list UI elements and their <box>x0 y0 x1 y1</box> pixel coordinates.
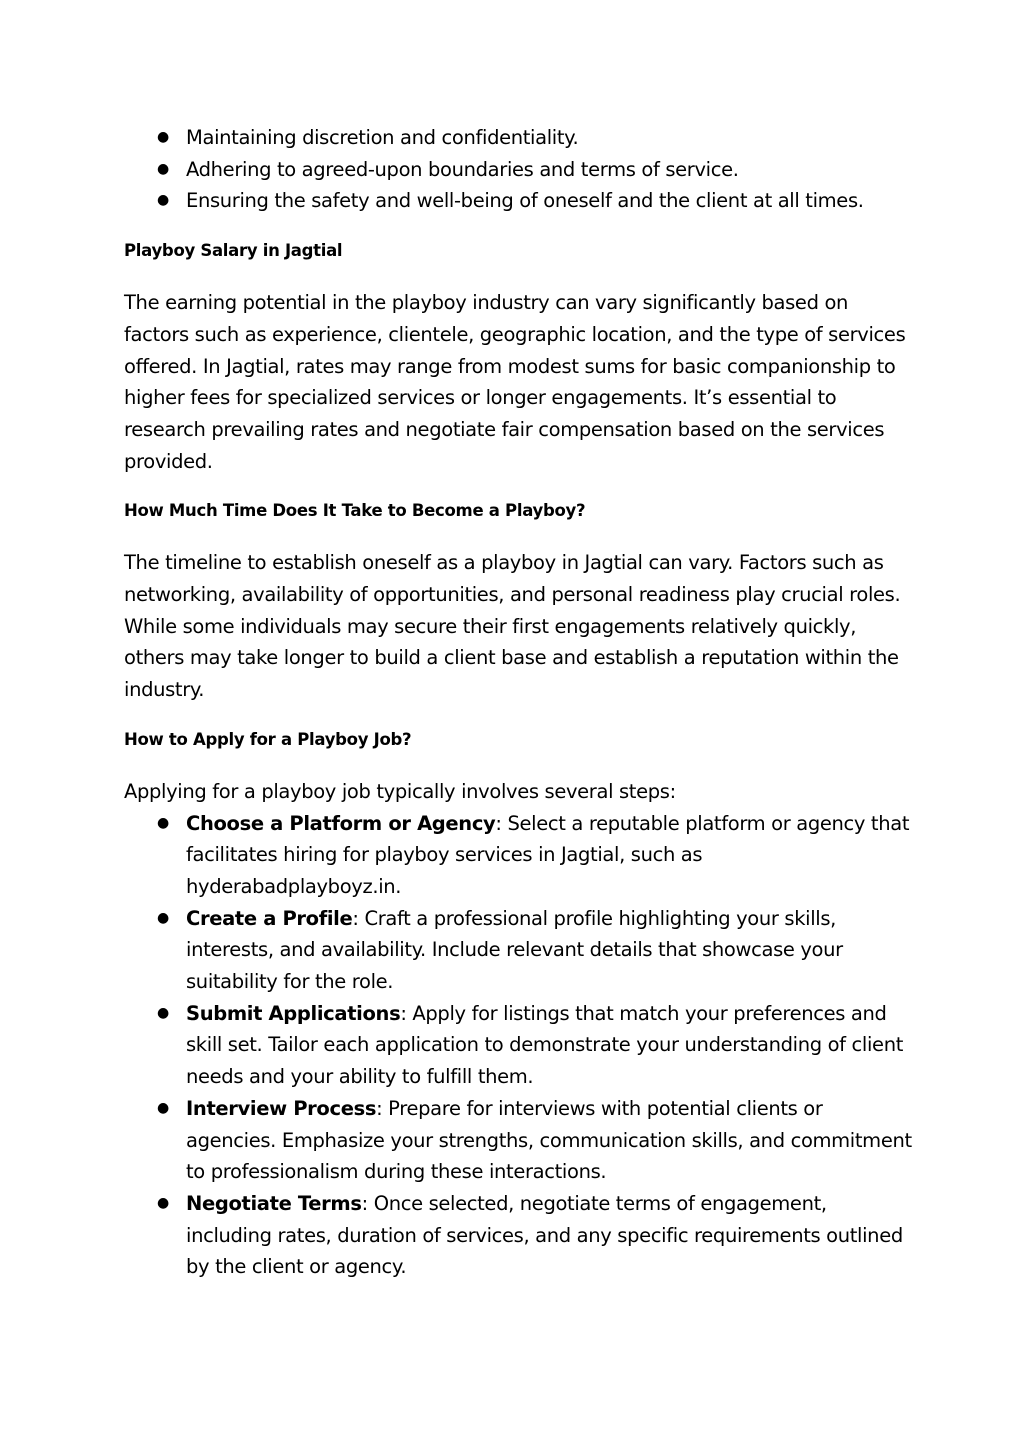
step-term: Submit Applications <box>186 1001 401 1025</box>
step-term: Choose a Platform or Agency <box>186 811 496 835</box>
list-item <box>124 903 914 998</box>
section-body-apply: Applying for a playboy job typically involves several steps: <box>124 779 676 803</box>
bullet-icon: ● <box>157 1099 169 1116</box>
list-item <box>124 1188 914 1283</box>
list-item <box>124 1093 914 1188</box>
step-text: : Select a reputable platform or agency that facilitates hiring for playboy services in Jagtial, such as hyderabadplayboyz.in. <box>186 811 910 898</box>
section-heading-timeline: How Much Time Does It Take to Become a Playboy? <box>124 501 586 521</box>
bullet-icon: ● <box>157 1194 169 1211</box>
list-item <box>124 122 914 154</box>
list-item <box>124 185 914 217</box>
bullet-icon: ● <box>157 160 169 177</box>
bullet-icon: ● <box>157 129 169 145</box>
list-item-text: Ensuring the safety and well-being of oneself and the client at all times. <box>186 189 864 213</box>
steps-bullet-list <box>124 808 914 1284</box>
list-item-text: Maintaining discretion and confidentiality. <box>186 126 579 149</box>
list-item <box>124 808 914 903</box>
document-page <box>124 122 914 1283</box>
intro-bullet-list <box>124 122 914 217</box>
section-heading-apply: How to Apply for a Playboy Job? <box>124 729 412 749</box>
step-text: : Once selected, negotiate terms of engagement, including rates, duration of services, and any specific requirements outlined by the client or agency. <box>186 1191 903 1279</box>
step-term: Interview Process <box>186 1096 377 1120</box>
step-text: : Craft a professional profile highlighting your skills, interests, and availability. Include relevant details that showcase your suitability for the role. <box>186 906 843 994</box>
step-term: Negotiate Terms <box>186 1191 362 1215</box>
bullet-icon: ● <box>157 1004 169 1021</box>
step-term: Create a Profile <box>186 906 353 930</box>
bullet-icon: ● <box>157 909 169 926</box>
section-heading-salary: Playboy Salary in Jagtial <box>124 241 343 261</box>
section-body-salary: The earning potential in the playboy industry can vary significantly based on factors such as experience, clientele, geographic location, and the type of services offered. In Jagtial, rates may range from modest sums for basic companionship to higher fees for specialized services or longer engagements. It’s essential to research prevailing rates and negotiate fair compensation based on the services provided. <box>124 291 906 473</box>
bullet-icon: ● <box>157 192 169 209</box>
section-body-timeline: The timeline to establish oneself as a playboy in Jagtial can vary. Factors such as networking, availability of opportunities, and personal readiness play crucial roles. While some individuals may secure their first engagements relatively quickly, others may take longer to build a client base and establish a reputation within the industry. <box>124 551 901 702</box>
bullet-icon: ● <box>157 814 169 831</box>
list-item <box>124 154 914 186</box>
list-item <box>124 998 914 1093</box>
list-item-text: Adhering to agreed-upon boundaries and terms of service. <box>186 157 739 181</box>
step-text: : Prepare for interviews with potential clients or agencies. Emphasize your strengths, communication skills, and commitment to professionalism during these interactions. <box>186 1096 912 1184</box>
step-text: : Apply for listings that match your preferences and skill set. Tailor each application to demonstrate your understanding of client needs and your ability to fulfill them. <box>186 1001 904 1089</box>
